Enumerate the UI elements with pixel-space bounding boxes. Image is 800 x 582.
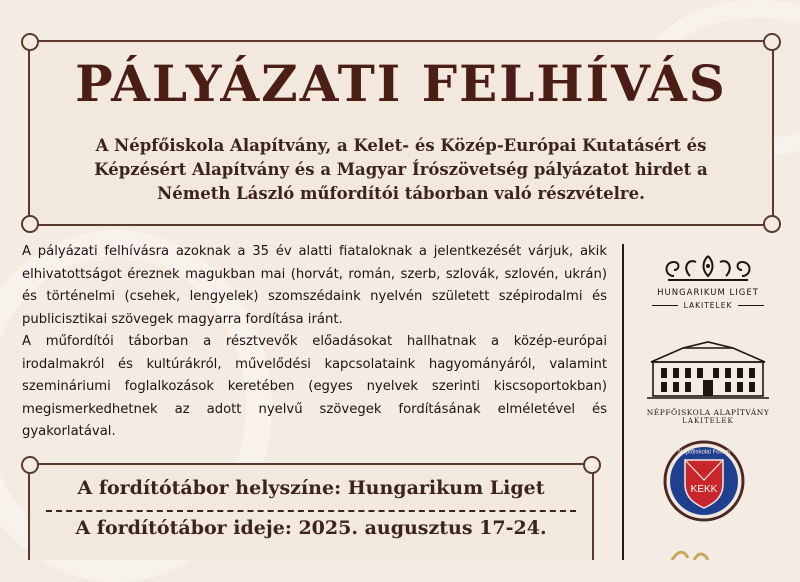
subtitle-line: Képzésért Alapítvány és a Magyar Írószövetség pályázatot hirdet a xyxy=(94,160,708,179)
kekk-logo xyxy=(663,440,745,522)
building-icon xyxy=(643,340,773,402)
logo-name: HUNGARIKUM LIGET xyxy=(657,288,759,298)
subtitle-line: A Népfőiskola Alapítvány, a Kelet- és Közép-Európai Kutatásért és xyxy=(95,136,707,155)
dashed-divider xyxy=(46,510,576,512)
kekk-center-text: KEKK xyxy=(690,484,718,495)
body-paragraph: A pályázati felhívásra azoknak a 35 év alatti fiataloknak a jelentkezését várjuk, akik elhivatottságot éreznek magukban mai (horvát, román, szerb, szlovák, szlovén, ukrán) és történelmi (csehek, lengyelek) szomszédaink nyelvén született szépirodalmi és publicisztikai szövegek magyarra fordítása iránt. xyxy=(22,244,607,327)
body-paragraph: A műfordítói táborban a résztvevők előadásokat hallhatnak a közép-európai irodalmakról és kultúrákról, művelődési kapcsolataink hagyományáról, valamint szemináriumi foglalkozások keretében (egyes nyelvek szerinti kiscsoportokban) megismerkedhetnek az adott nyelvű szövegek fordításának elméletével és gyakorlatával. xyxy=(22,334,607,439)
logo-subtitle: LAKITELEK xyxy=(628,301,788,310)
logo-name: NÉPFŐISKOLA ALAPÍTVÁNY xyxy=(646,408,770,417)
kekk-shield-icon xyxy=(663,440,745,522)
page-title: PÁLYÁZATI FELHÍVÁS xyxy=(75,54,727,113)
event-location: A fordítótábor helyszíne: Hungarikum Liget xyxy=(77,477,545,499)
nepfoiskola-logo xyxy=(628,340,788,425)
body-text xyxy=(22,241,607,444)
event-dates: A fordítótábor ideje: 2025. augusztus 17-24. xyxy=(75,517,547,539)
divider xyxy=(622,244,624,560)
subtitle-line: Németh László műfordítói táborban való részvételre. xyxy=(157,184,645,203)
hungarikum-liget-logo xyxy=(628,250,788,310)
header-subtitle xyxy=(40,134,762,206)
decorative-ornament-icon xyxy=(668,548,728,560)
event-info-box xyxy=(28,463,594,560)
kekk-arc-text: Népfőiskolai Fórum xyxy=(678,449,730,456)
folk-ornament-icon xyxy=(660,250,756,284)
header-box xyxy=(28,40,774,226)
logo-subtitle: LAKITELEK xyxy=(682,417,734,425)
